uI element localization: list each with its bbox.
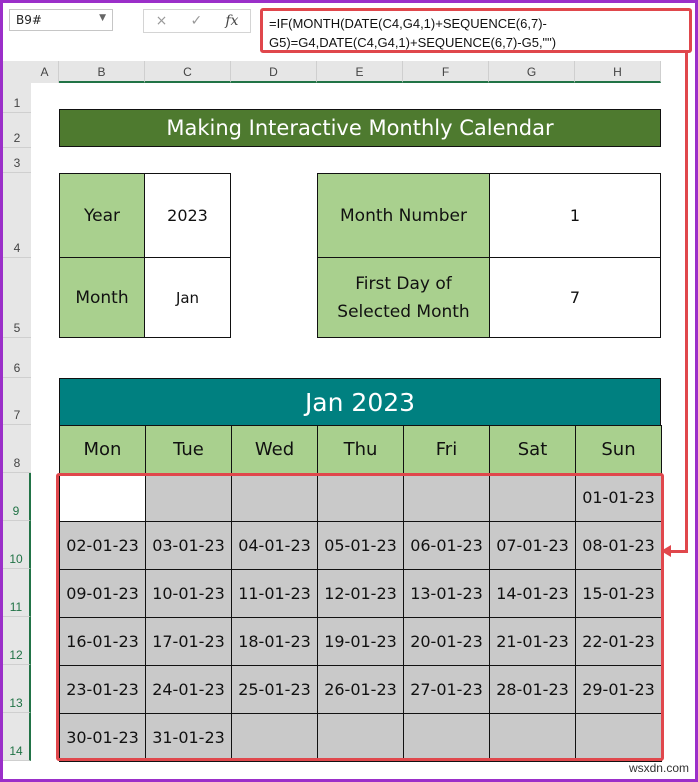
calendar-date-cell[interactable]: 28-01-23 bbox=[489, 665, 576, 714]
row-header-7[interactable]: 7 bbox=[3, 378, 31, 425]
calendar-date-cell[interactable]: 30-01-23 bbox=[59, 713, 146, 762]
row-header-11[interactable]: 11 bbox=[3, 569, 31, 617]
spill-range-highlight bbox=[56, 473, 664, 761]
calendar-date-cell[interactable]: 27-01-23 bbox=[403, 665, 490, 714]
column-header-C[interactable]: C bbox=[145, 61, 231, 83]
calendar-date-cell[interactable]: 02-01-23 bbox=[59, 521, 146, 570]
calendar-date-cell[interactable]: 25-01-23 bbox=[231, 665, 318, 714]
calendar-date-cell[interactable]: 07-01-23 bbox=[489, 521, 576, 570]
calendar-title: Making Interactive Monthly Calendar bbox=[59, 109, 661, 147]
day-header-tue: Tue bbox=[145, 425, 232, 474]
calendar-date-cell[interactable]: 21-01-23 bbox=[489, 617, 576, 666]
calendar-date-cell[interactable]: 14-01-23 bbox=[489, 569, 576, 618]
row-header-3[interactable]: 3 bbox=[3, 148, 31, 173]
formula-buttons bbox=[143, 9, 251, 33]
calendar-date-cell[interactable]: 19-01-23 bbox=[317, 617, 404, 666]
calendar-date-cell[interactable]: 18-01-23 bbox=[231, 617, 318, 666]
first-day-value[interactable]: 7 bbox=[489, 257, 661, 338]
column-header-F[interactable]: F bbox=[403, 61, 489, 83]
name-box-value: B9# bbox=[16, 13, 42, 27]
row-header-9[interactable]: 9 bbox=[3, 473, 31, 521]
calendar-month-header: Jan 2023 bbox=[59, 378, 661, 426]
calendar-date-cell[interactable]: 13-01-23 bbox=[403, 569, 490, 618]
calendar-date-cell[interactable]: 16-01-23 bbox=[59, 617, 146, 666]
calendar-date-cell[interactable]: 12-01-23 bbox=[317, 569, 404, 618]
arrow-head-icon bbox=[661, 545, 671, 557]
row-header-5[interactable]: 5 bbox=[3, 258, 31, 338]
column-header-B[interactable]: B bbox=[59, 61, 145, 83]
calendar-date-cell[interactable]: 04-01-23 bbox=[231, 521, 318, 570]
name-box[interactable] bbox=[9, 9, 113, 31]
day-header-mon: Mon bbox=[59, 425, 146, 474]
month-number-value[interactable]: 1 bbox=[489, 173, 661, 258]
column-header-H[interactable]: H bbox=[575, 61, 661, 83]
year-label: Year bbox=[59, 173, 145, 258]
calendar-date-cell[interactable]: 17-01-23 bbox=[145, 617, 232, 666]
row-header-14[interactable]: 14 bbox=[3, 713, 31, 761]
calendar-date-cell[interactable]: 11-01-23 bbox=[231, 569, 318, 618]
calendar-date-cell[interactable]: 09-01-23 bbox=[59, 569, 146, 618]
column-header-D[interactable]: D bbox=[231, 61, 317, 83]
row-header-12[interactable]: 12 bbox=[3, 617, 31, 665]
enter-icon[interactable]: ✓ bbox=[190, 13, 203, 29]
column-header-A[interactable]: A bbox=[31, 61, 59, 83]
calendar-date-cell[interactable]: 06-01-23 bbox=[403, 521, 490, 570]
select-all-corner[interactable] bbox=[3, 61, 31, 83]
calendar-date-cell[interactable]: 31-01-23 bbox=[145, 713, 232, 762]
column-header-G[interactable]: G bbox=[489, 61, 575, 83]
first-day-label: First Day of Selected Month bbox=[317, 257, 490, 338]
calendar-date-cell[interactable]: 24-01-23 bbox=[145, 665, 232, 714]
callout-arrow-line bbox=[669, 550, 688, 553]
month-number-label: Month Number bbox=[317, 173, 490, 258]
calendar-date-cell[interactable]: 01-01-23 bbox=[575, 473, 662, 522]
day-header-sun: Sun bbox=[575, 425, 662, 474]
row-header-8[interactable]: 8 bbox=[3, 425, 31, 473]
month-value[interactable]: Jan bbox=[144, 257, 231, 338]
formula-input[interactable]: =IF(MONTH(DATE(C4,G4,1)+SEQUENCE(6,7)-G5)=G4,DATE(C4,G4,1)+SEQUENCE(6,7)-G5,"") bbox=[260, 8, 692, 53]
calendar-date-cell[interactable]: 20-01-23 bbox=[403, 617, 490, 666]
month-label: Month bbox=[59, 257, 145, 338]
year-value[interactable]: 2023 bbox=[144, 173, 231, 258]
calendar-date-cell[interactable]: 15-01-23 bbox=[575, 569, 662, 618]
calendar-date-cell[interactable]: 23-01-23 bbox=[59, 665, 146, 714]
calendar-date-cell[interactable]: 10-01-23 bbox=[145, 569, 232, 618]
chevron-down-icon[interactable]: ▼ bbox=[99, 13, 106, 23]
calendar-date-cell[interactable]: 05-01-23 bbox=[317, 521, 404, 570]
insert-function-icon[interactable]: fx bbox=[225, 13, 239, 29]
column-header-E[interactable]: E bbox=[317, 61, 403, 83]
watermark: wsxdn.com bbox=[628, 761, 689, 775]
row-header-4[interactable]: 4 bbox=[3, 173, 31, 258]
calendar-date-cell[interactable]: 08-01-23 bbox=[575, 521, 662, 570]
day-header-fri: Fri bbox=[403, 425, 490, 474]
row-header-2[interactable]: 2 bbox=[3, 113, 31, 148]
day-header-sat: Sat bbox=[489, 425, 576, 474]
row-header-1[interactable]: 1 bbox=[3, 83, 31, 113]
callout-arrow-line bbox=[685, 53, 688, 553]
day-header-wed: Wed bbox=[231, 425, 318, 474]
cancel-icon[interactable]: × bbox=[155, 13, 168, 29]
row-header-13[interactable]: 13 bbox=[3, 665, 31, 713]
day-header-thu: Thu bbox=[317, 425, 404, 474]
row-header-10[interactable]: 10 bbox=[3, 521, 31, 569]
calendar-date-cell[interactable]: 29-01-23 bbox=[575, 665, 662, 714]
calendar-date-cell[interactable]: 03-01-23 bbox=[145, 521, 232, 570]
calendar-date-cell[interactable]: 22-01-23 bbox=[575, 617, 662, 666]
row-header-6[interactable]: 6 bbox=[3, 338, 31, 378]
calendar-date-cell[interactable]: 26-01-23 bbox=[317, 665, 404, 714]
